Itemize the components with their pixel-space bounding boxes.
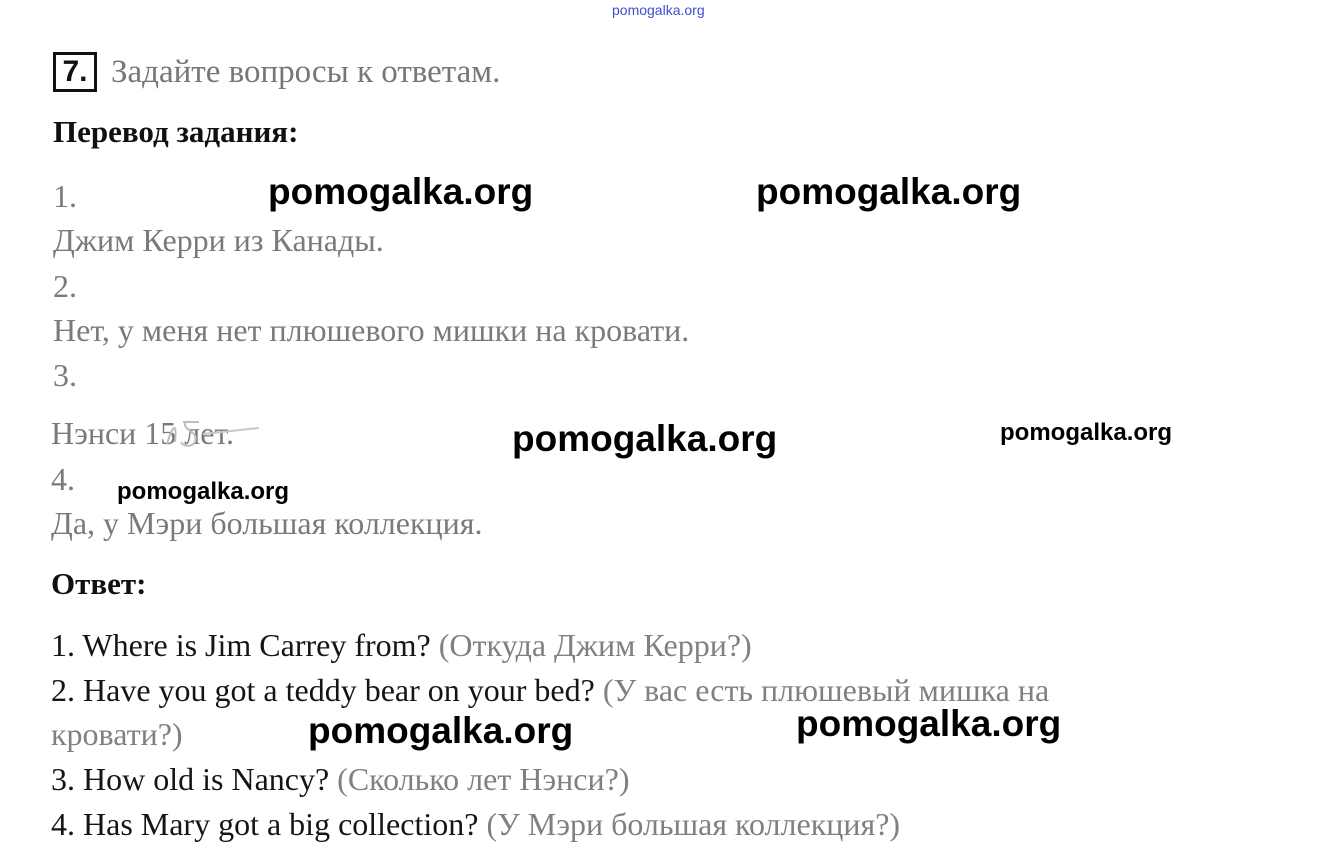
answer-4-ru: (У Мэри большая коллекция?) — [486, 806, 901, 842]
watermark-1: pomogalka.org — [268, 171, 534, 212]
answer-2-ru-cont: кровати?) — [51, 716, 183, 752]
translation-line-3: 2. — [53, 268, 77, 304]
watermark-6: pomogalka.org — [308, 710, 574, 751]
answer-line-4 — [51, 806, 900, 843]
answer-line-1 — [51, 627, 752, 664]
answer-4-en: 4. Has Mary got a big collection? — [51, 806, 479, 842]
answer-3-ru: (Сколько лет Нэнси?) — [337, 761, 630, 797]
watermark-7: pomogalka.org — [796, 703, 1062, 744]
answer-1-ru: (Откуда Джим Керри?) — [438, 627, 752, 663]
translation-line-1: 1. — [53, 178, 77, 214]
translation-line-7: 4. — [51, 461, 75, 497]
source-mark: pomogalka.org — [612, 2, 705, 18]
answer-2-ru: (У вас есть плюшевый мишка на — [602, 672, 1050, 708]
handwritten-scribble — [163, 414, 273, 454]
answer-line-2-cont — [51, 716, 183, 753]
answer-heading: Ответ: — [51, 566, 147, 601]
translation-line-2: Джим Керри из Канады. — [53, 222, 384, 258]
watermark-4: pomogalka.org — [1000, 419, 1173, 446]
translation-line-8: Да, у Мэри большая коллекция. — [51, 505, 483, 541]
answer-3-en: 3. How old is Nancy? — [51, 761, 330, 797]
answer-line-3 — [51, 761, 629, 798]
watermark-3: pomogalka.org — [512, 418, 778, 459]
task-number-box: 7. — [53, 52, 97, 92]
translation-line-5: 3. — [53, 357, 77, 393]
watermark-5: pomogalka.org — [117, 478, 290, 505]
translation-heading: Перевод задания: — [53, 114, 299, 149]
answer-2-en: 2. Have you got a teddy bear on your bed? — [51, 672, 595, 708]
answer-1-en: 1. Where is Jim Carrey from? — [51, 627, 431, 663]
watermark-2: pomogalka.org — [756, 171, 1022, 212]
translation-line-6: Нэнси 15 лет. — [51, 415, 235, 451]
translation-line-4: Нет, у меня нет плюшевого мишки на кровати. — [53, 312, 690, 348]
task-title: Задайте вопросы к ответам. — [111, 54, 501, 90]
